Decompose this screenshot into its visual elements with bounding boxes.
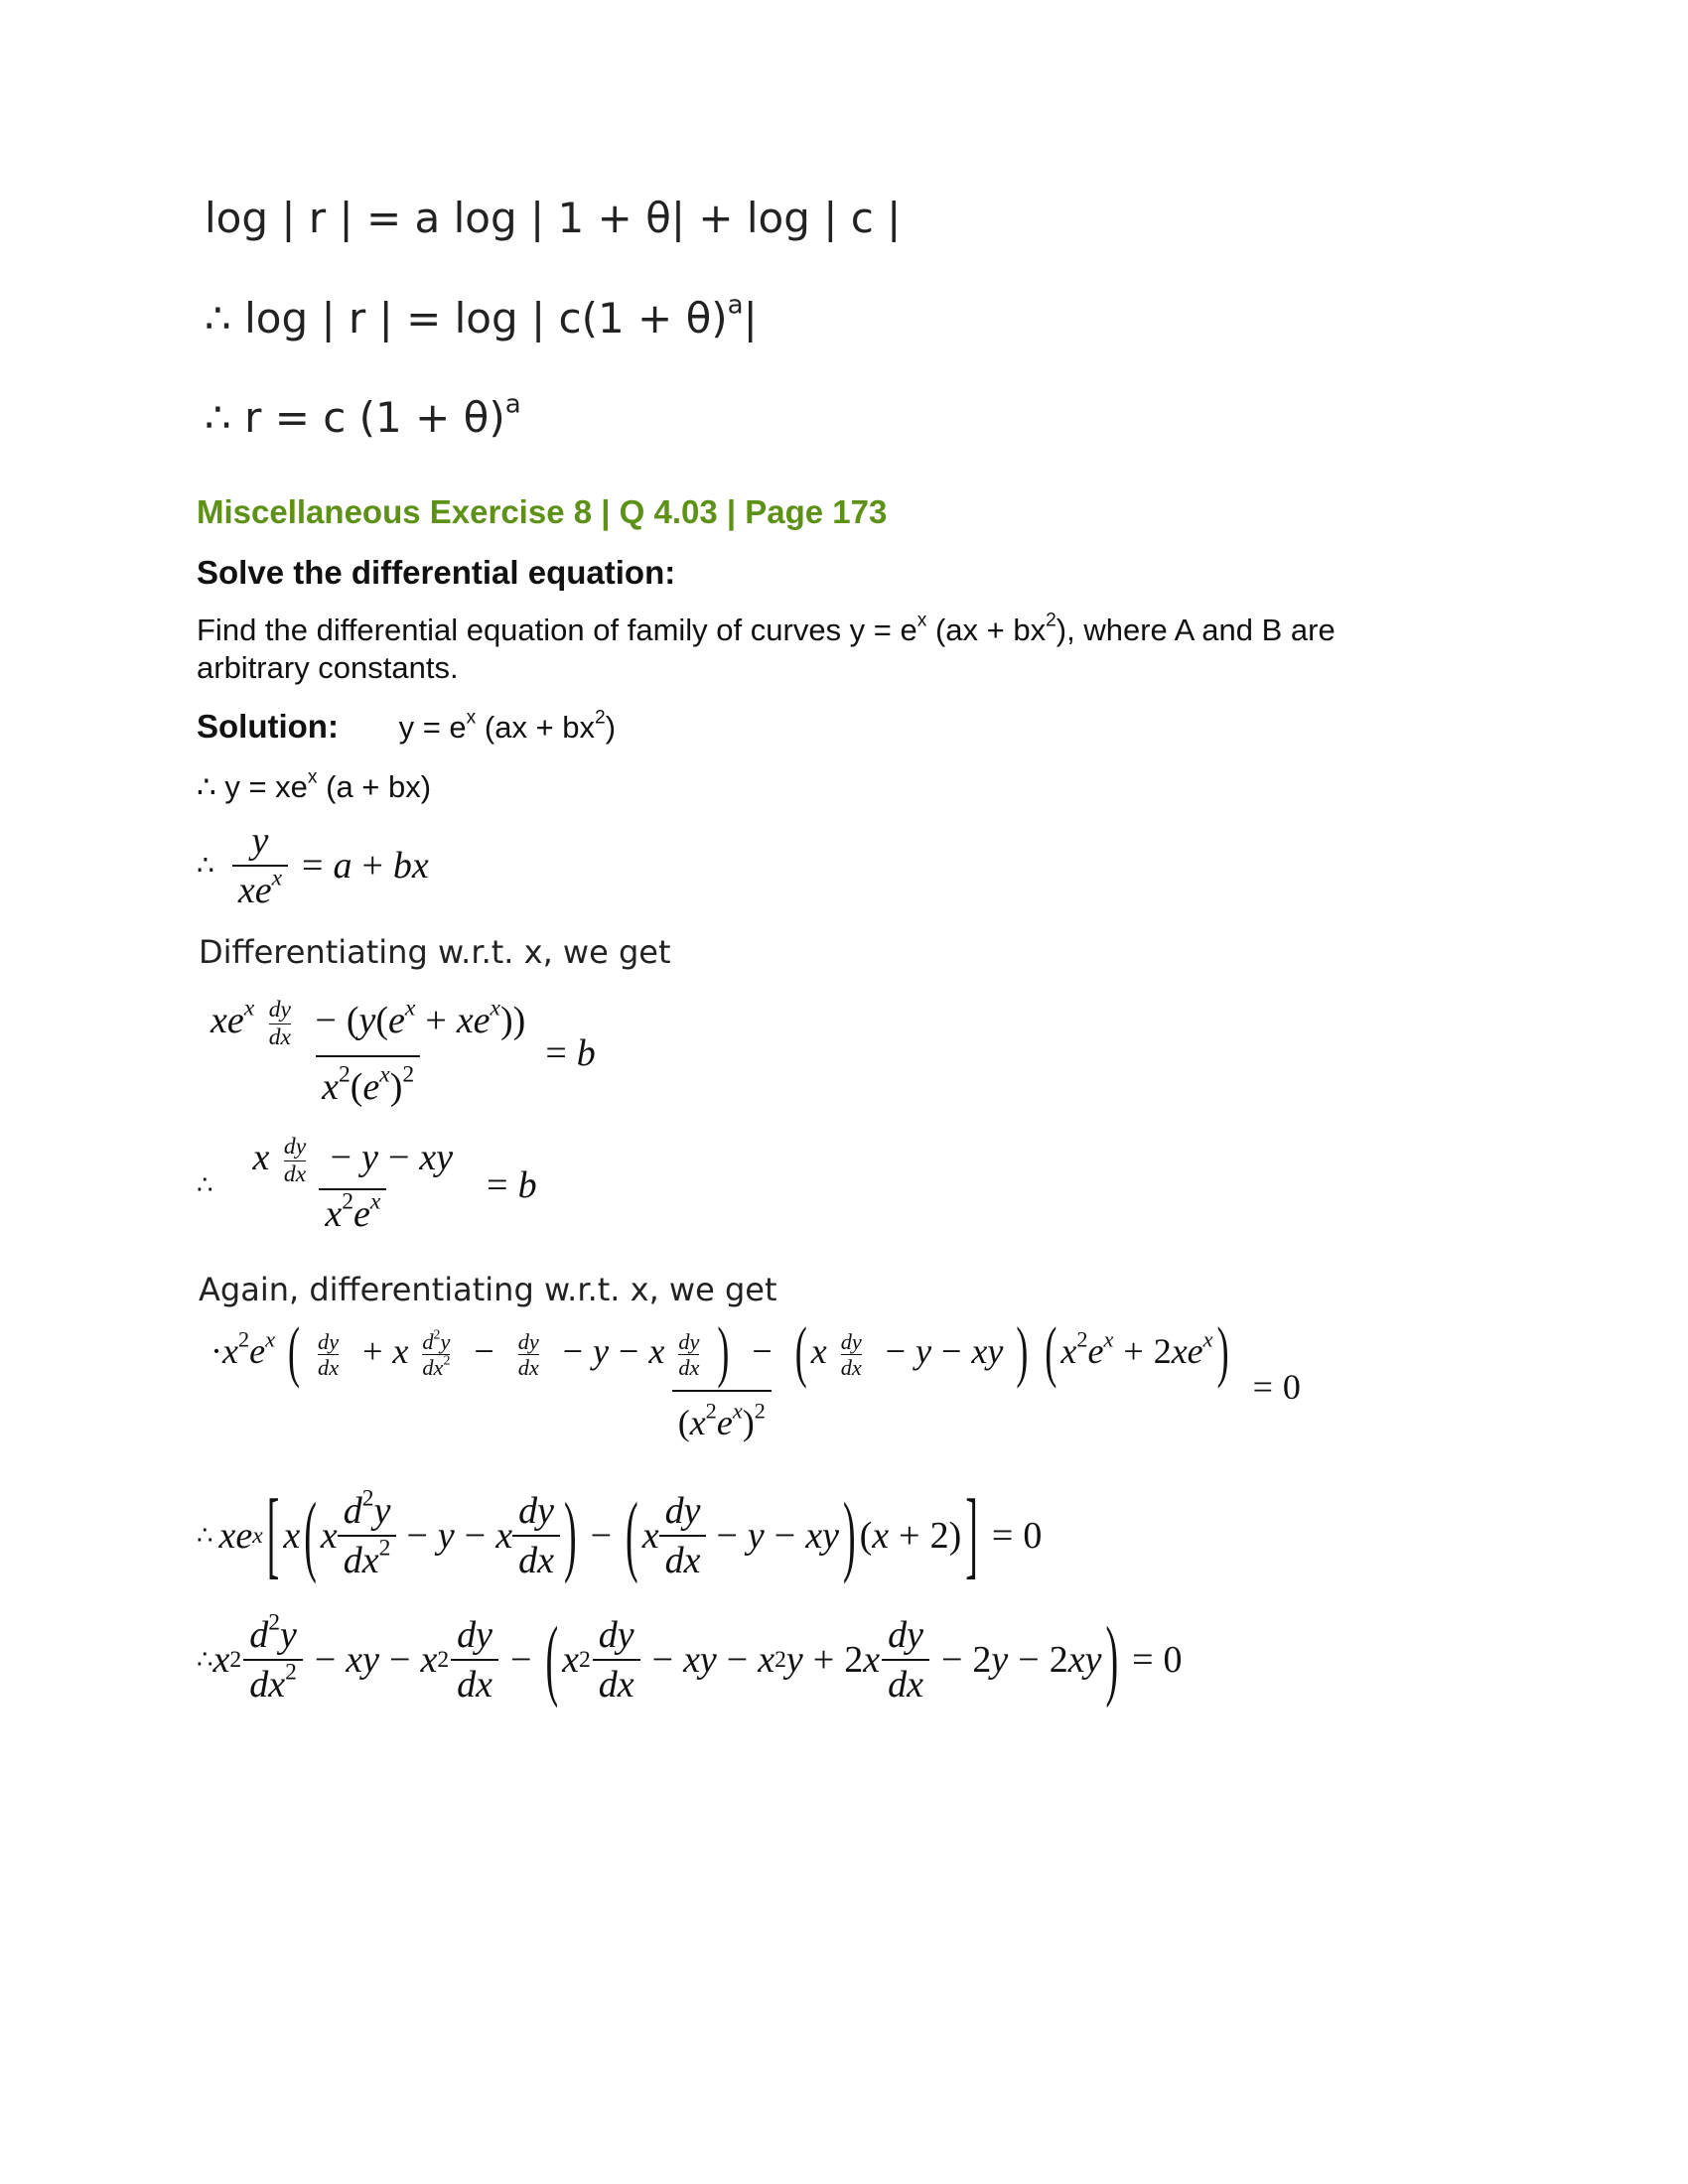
- question-text-line-1: [197, 610, 1336, 648]
- solution-eq-1-sup-x: x: [466, 707, 477, 729]
- prev-eq-line-1: log | r | = a log | 1 + θ| + log | c |: [205, 194, 902, 242]
- solution-eq-1-b: (ax + bx: [476, 710, 596, 745]
- solution-eq-6: $\cdot x^2e^x$ ( $\frac{dy}{dx}$ + x $\frac{d^2y}{dx^2}$ − $\frac{dy}{dx}$ − y − x $\frac{dy}{dx}$ ) − ( x $\frac{dy}{dx}$ − y − xy ) ( $x^2e^x + 2xe^x$ ) $(x^2e^x)^2$ = 0: [201, 1330, 1301, 1443]
- step-text-again-differentiating: Again, differentiating w.r.t. x, we get: [199, 1271, 777, 1308]
- fraction: $\frac{y}{xe^x}$: [232, 819, 288, 912]
- fraction: x $\frac{dy}{dx}$ − y − xy $x^2e^x$: [252, 1134, 454, 1236]
- question-text-sup-2: 2: [1046, 610, 1056, 631]
- fraction: $xe^x$ $\frac{dy}{dx}$ − $(y(e^x + xe^x))$ $x^2(e^x)^2$: [211, 995, 526, 1109]
- question-text-c: ), where A and B are: [1055, 613, 1336, 647]
- solution-line-1: [197, 708, 616, 746]
- prev-eq-line-2-end: |: [743, 294, 758, 342]
- solution-eq-2-b: (a + bx): [317, 769, 432, 804]
- solution-eq-4: $xe^x$ $\frac{dy}{dx}$ − $(y(e^x + xe^x))$ $x^2(e^x)^2$ = b: [201, 998, 596, 1109]
- solution-eq-8: ∴ x 2 $\frac{d^2y}{dx^2}$ − xy − x 2 $\frac{dy}{dx}$ − ( x 2 $\frac{dy}{dx}$ − xy − x 2 y + 2 x $\frac{dy}{dx}$ − 2 y − 2 xy ) = 0: [197, 1609, 1183, 1710]
- prev-eq-line-3-main: ∴ r = c (1 + θ): [205, 393, 505, 442]
- prev-eq-line-2-exponent: a: [727, 290, 744, 321]
- therefore-symbol: ∴: [197, 851, 214, 882]
- solution-eq-2-sup: x: [307, 766, 318, 788]
- prev-eq-line-3-exponent: a: [504, 389, 521, 420]
- question-text-b: (ax + bx: [926, 613, 1047, 647]
- prev-eq-line-2-main: ∴ log | r | = log | c(1 + θ): [205, 294, 728, 342]
- question-header: Miscellaneous Exercise 8 | Q 4.03 | Page 173: [197, 493, 888, 530]
- prev-eq-line-3: [205, 389, 521, 442]
- therefore-symbol: ∴: [197, 1170, 213, 1200]
- question-text-sup-x: x: [916, 610, 927, 631]
- solution-eq-3: ∴ $\frac{y}{xe^x}$ = a + bx: [197, 820, 429, 911]
- solution-eq-5: ∴ x $\frac{dy}{dx}$ − y − xy $x^2e^x$ = b: [197, 1134, 537, 1236]
- solution-eq-1-c: ): [605, 710, 617, 745]
- step-text-differentiating: Differentiating w.r.t. x, we get: [199, 933, 671, 971]
- solution-eq-7: ∴ xe x [ x ( x $\frac{d^2y}{dx^2}$ − y − x $\frac{dy}{dx}$ ) − ( x $\frac{dy}{dx}$ − y − xy ) ( x + 2) ] = 0: [197, 1481, 1043, 1590]
- solution-eq-1-sup-2: 2: [595, 707, 606, 729]
- question-title: Solve the differential equation:: [197, 554, 676, 591]
- fraction: $\cdot x^2e^x$ ( $\frac{dy}{dx}$ + x $\frac{d^2y}{dx^2}$ − $\frac{dy}{dx}$ − y − x $\frac{dy}{dx}$ ) − ( x $\frac{dy}{dx}$ − y − xy ) ( $x^2e^x + 2xe^x$ ) $(x^2e^x)^2$: [211, 1313, 1229, 1442]
- solution-eq-1: [398, 707, 617, 745]
- question-text-a: Find the differential equation of family of curves y = e: [197, 613, 917, 647]
- solution-eq-2-a: ∴ y = xe: [197, 769, 308, 804]
- solution-eq-1-a: y = e: [398, 710, 467, 745]
- prev-eq-line-2: [205, 290, 758, 342]
- solution-label: Solution:: [197, 708, 339, 745]
- question-text-line-2: arbitrary constants.: [197, 650, 459, 685]
- solution-eq-2: [197, 766, 432, 805]
- therefore-symbol: ∴: [197, 1521, 213, 1550]
- therefore-symbol: ∴: [197, 1645, 213, 1674]
